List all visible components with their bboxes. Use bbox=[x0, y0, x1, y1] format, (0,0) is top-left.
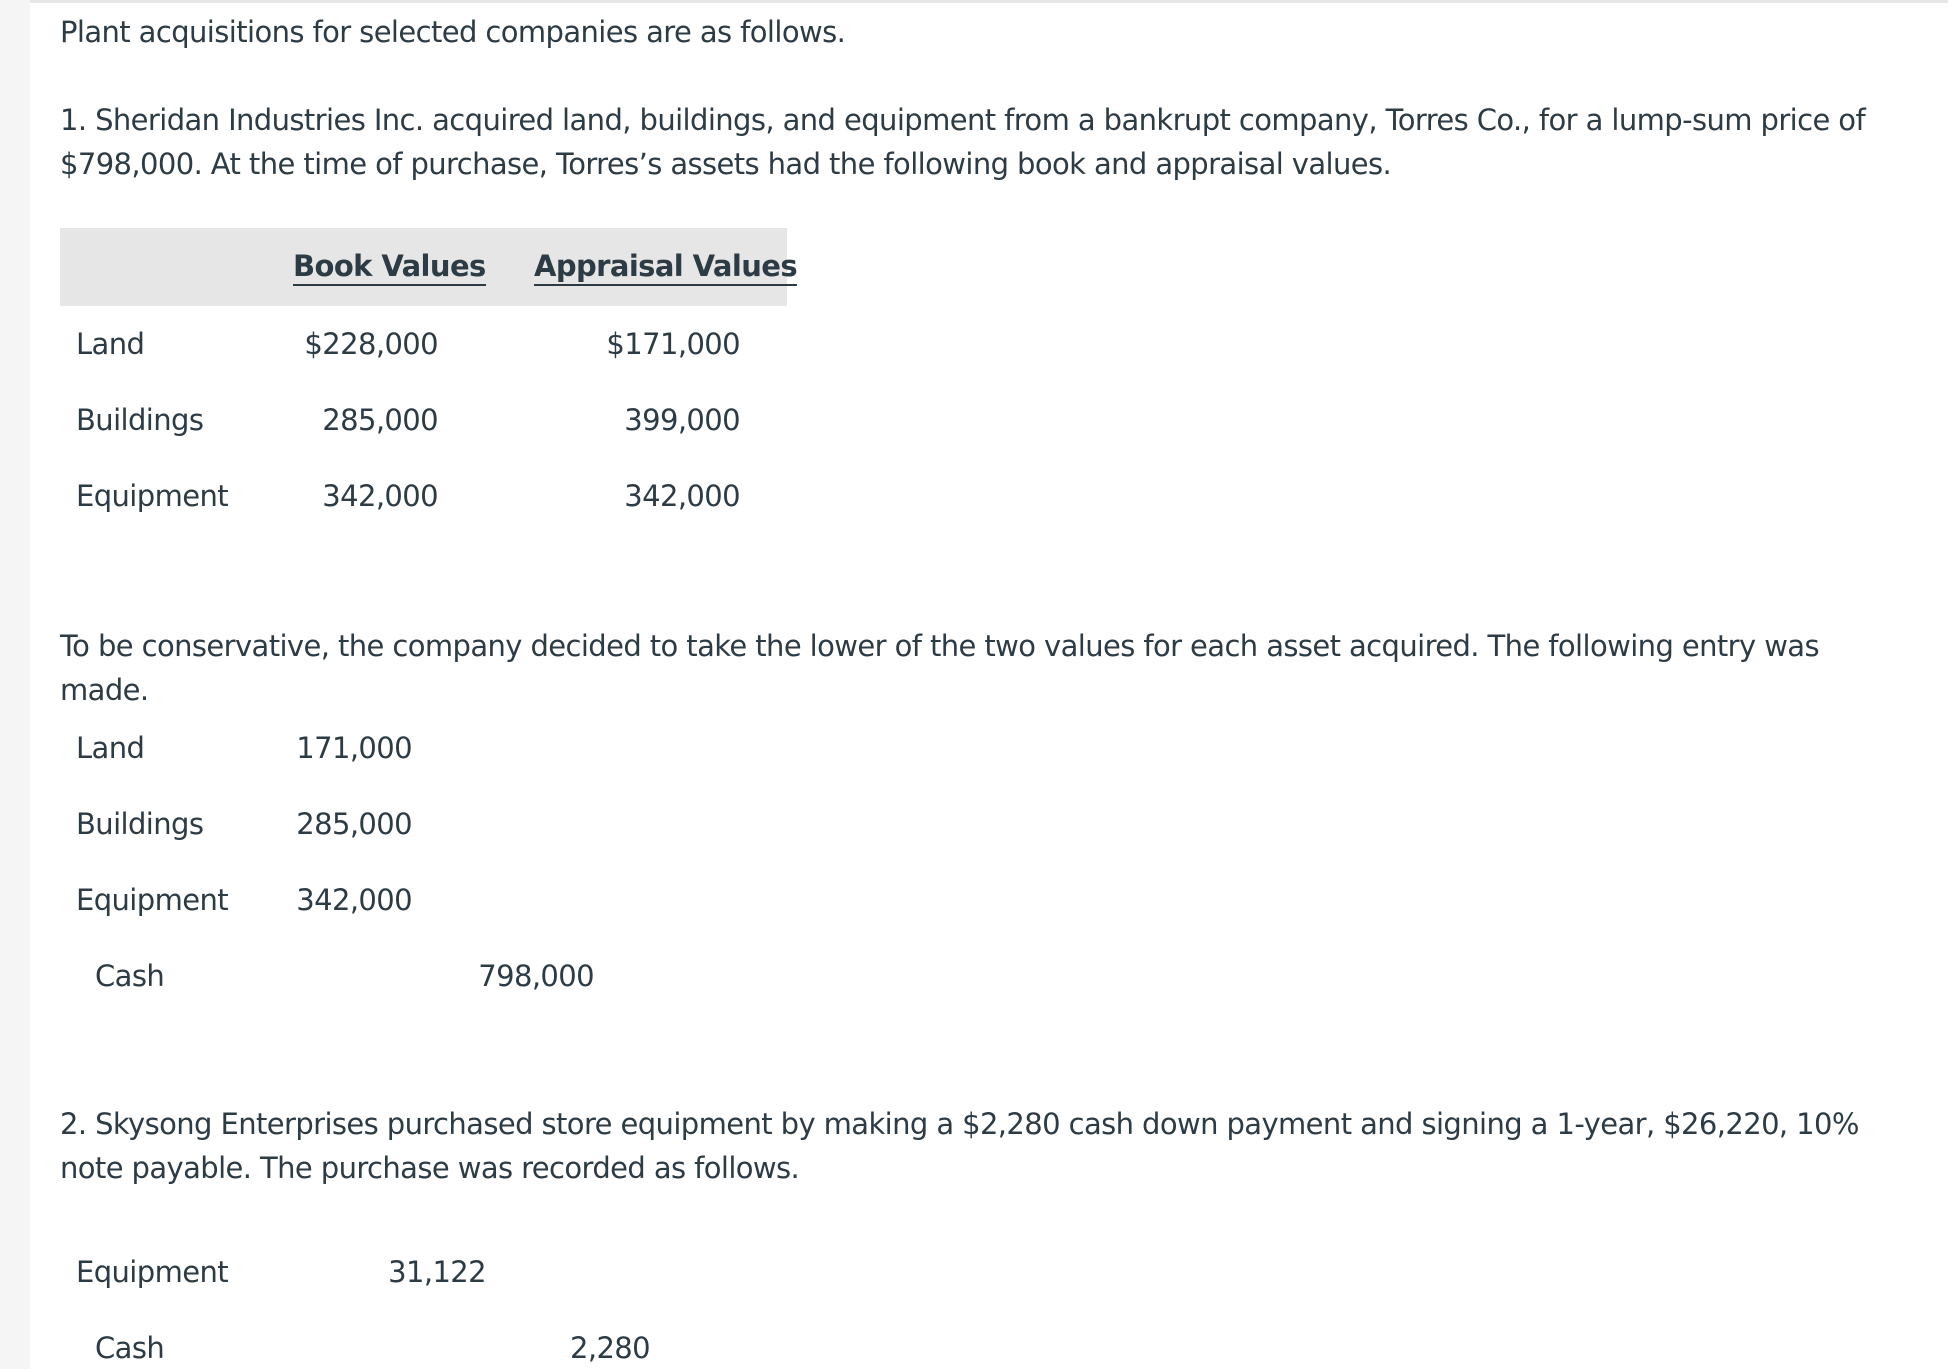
entry1-account-buildings: Buildings bbox=[76, 807, 204, 841]
row-label-equipment: Equipment bbox=[76, 479, 229, 513]
appraisal-value-land: $171,000 bbox=[606, 327, 740, 361]
book-value-equipment: 342,000 bbox=[322, 479, 438, 513]
row-label-buildings: Buildings bbox=[76, 403, 204, 437]
entry1-debit-equipment: 342,000 bbox=[296, 883, 412, 917]
entry2-account-cash: Cash bbox=[95, 1331, 165, 1365]
appraisal-value-equipment: 342,000 bbox=[624, 479, 740, 513]
problem2-text: 2. Skysong Enterprises purchased store equipment by making a $2,280 cash down payment and signing a 1-year, $26,220, 10% note payable. The purchase was recorded as follows. bbox=[60, 1107, 1859, 1185]
problem1-text: 1. Sheridan Industries Inc. acquired land, buildings, and equipment from a bankrupt company, Torres Co., for a lump-sum price of $798,000. At the time of purchase, Torres’s assets had the following book and appraisal values. bbox=[60, 103, 1866, 181]
appraisal-value-buildings: 399,000 bbox=[624, 403, 740, 437]
row-label-land: Land bbox=[76, 327, 145, 361]
header-appraisal-values: Appraisal Values bbox=[534, 248, 797, 286]
book-value-land: $228,000 bbox=[304, 327, 438, 361]
header-book-values: Book Values bbox=[293, 248, 486, 286]
entry2-account-equipment: Equipment bbox=[76, 1255, 229, 1289]
entry1-account-cash: Cash bbox=[95, 959, 165, 993]
entry1-debit-buildings: 285,000 bbox=[296, 807, 412, 841]
book-value-buildings: 285,000 bbox=[322, 403, 438, 437]
entry1-credit-cash: 798,000 bbox=[478, 959, 594, 993]
entry1-account-equipment: Equipment bbox=[76, 883, 229, 917]
intro-text: Plant acquisitions for selected companies are as follows. bbox=[60, 15, 846, 49]
problem1-note: To be conservative, the company decided to take the lower of the two values for each asset acquired. The following entry was made. bbox=[60, 629, 1819, 707]
entry1-account-land: Land bbox=[76, 731, 145, 765]
entry1-debit-land: 171,000 bbox=[296, 731, 412, 765]
entry2-credit-cash: 2,280 bbox=[569, 1331, 650, 1365]
entry2-debit-equipment: 31,122 bbox=[388, 1255, 486, 1289]
